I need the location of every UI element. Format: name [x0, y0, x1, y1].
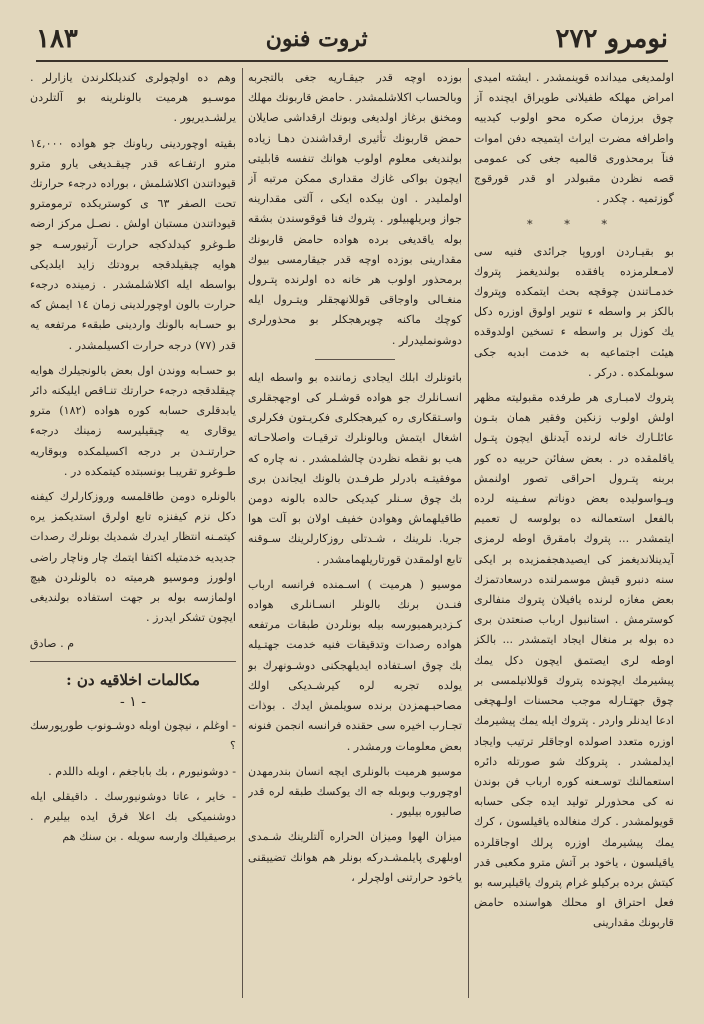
paragraph: موسيو ( هرميت ) اسـمنده فرانسه ارباب فنـدن برنك بالونلر انسـانلرى هواده كـزديرهميورسه بيله بونلردن طبقات مرتفعه هواده رصدات وتدقيقات فنيه خدمت جهتـيله بك چوق اسـتفاده ايديلهجكنى دوشـونهرك بو يولده تجربه لره كيرشـديكى اولك مصاحبـهمزدن برنده سويلمش ايدك . بوذات تجـارب اخيره سى حقنده فرانسه انجمن فنونه بعض معلومات ورمشدر .: [248, 577, 462, 753]
section-divider: [30, 661, 236, 662]
paragraph: ميزان الهوا وميزان الحراره آلتلرينك شـمدى اوبلهرى پايلمشـدركه بونلر هم هوانك تضييقنى ياخود حرارتنى اولچرلر ،: [248, 830, 462, 884]
column-left: [30, 68, 236, 1000]
section-number: - ١ -: [120, 693, 146, 710]
journal-title: ثروت فنون: [265, 26, 368, 52]
paragraph: بقيته اوچوردينى رباونك جو هواده ١٤,٠٠٠ مترو ارتفـاعه قدر چيقـديغى يارو مترو قيوداتندن اكلاشلمش ، بوراده درجهء حرارتك تحت الصفر ٦٣ ى كوستريكده ترمومترو قيوداتندن مستبان اولش . نصـل مركز ارضه طـوغرو كيدلدكجه حرارت آرتيورسـه جو هوايه چيقيلدقجه برودتك زايد ايلديكى بواسطه ايله اكلاشلمشدر . زمينده درجهء حرارت بالون اوچورلدينى زمان ١٤ ايمش كه بو حسـابه بالونك واردينى طبقهء مرتفعه يه قدر (٧٧) درجه حرارت اكسيلمشدر .: [30, 136, 236, 352]
divider: [315, 359, 395, 360]
paragraph: بو بقيـاردن اوروپا جرائدى فنيه سى لامـعلرمزده يافقده بولنديغمز پتروك خدمـاتندن چوقچه بحث ايتمكده وپتروك بالكز بر واسطه ء تنوير اولوق اوزره دكل يك كوزل بر واسطه ء تسخين اولدوقده هيئت اجتماعيه به خدمت ابديه جكى سوبلمكده . دركر .: [474, 244, 674, 379]
column-middle: [248, 68, 462, 1000]
column-divider-left: [242, 68, 243, 998]
author-signature: م . صادق: [30, 637, 75, 651]
page-number: ١٨٣: [36, 24, 78, 54]
dialogue-line: - خاير ، عاتا دوشونيورسك . داقيقلى ايله دوشنميكى بك اعلا فرق ايده بيليرم . برصيقيلك وارسه سويله . بن سنك هم: [30, 789, 236, 844]
paragraph: بالونلره دومن طاقلمسه وروزكارلرك كيفنه دكل نزم كيفنزه تابع اولرق استديكمز يره كيتمـنه انتظار ايدرك شمديك بونلرك رصدات جديديه خدمتيله اكتفا ايتمك چار وناچار راضى اولورز وموسيو هرميته ده بالونلردن هيچ اولمازسه بوله بر جهت استفاده بولنديغى ايچون تشكر ايدرز .: [30, 490, 236, 625]
section-title: مكالمات اخلاقيه دن :: [66, 670, 200, 689]
paragraph: بوزده اوچه قدر جيقـاريه جغى بالتجربه وبالحساب اكلاشلمشدر . حامض قاربونك مهلك ومخنق برغاز اولديغى وبونك ارقداشى صايلان حمض قاربونك تأثيرى ارقداشندن دهـا زياده بولنديغى معلوم اولوب هوانك تنفسه قابليتى ايچون بواكى غازك مقدارى ممكن مرتبه آز اولمليدر . اون بيكده ايكى ، آلتى مقدارينه جواز وبريلهبيلور . پتروك فنا قوقوسندن بشقه بوله ياقديغى برده هواده حامض قاربونك مقدارينى بوزده اوچه قدر جيقارمسى بيوك برمحذور اولوب هر خانه ده اولرنده پتـرول منغـالى واوجاقى قوللانهجقلر ويتـرول ايله كوچك ماكنه چويرهجكلر بو محذورلرى دوشونمليدرلر .: [248, 71, 462, 347]
paragraph: بو حسـابه ووندن اول بعض بالونجيلرك هوايه چيقلدقجه درجهء حرارتك تنـاقص ايليكنه دائر يابدقلرى حسابه كوره هواده (١٨٢) مترو يوقارى يه چيقيليرسه زمينك درجهء حرارتنـدن بر درجه اكسيلمكده وبوقاريه طـوغرو تقريبـا بونسبتده كيتمكده در .: [30, 363, 236, 478]
paragraph: وهم ده اولچولرى كنديلكلرندن يازارلر . موسـيو هرميت بالونلرينه بو آلتلردن يرلشـديريور .: [30, 71, 236, 125]
dialogue-line: - دوشونيورم ، بك باباجغم ، اوبله داللدم .: [48, 764, 236, 778]
page-header: [36, 18, 668, 62]
paragraph: پتروك لامبـارى هر طرفده مقبوليته مظهر اولش اولوب زنكين وفقير همان بتـون عائلـارك خانه لرنده آيدنلق ايچون پتـول ياقلمقده در . بعض سفائن حربيه ده كور بربنه پتـرول احراقى تصور اولنمش وپـواسوليده بعض دوناتم سفـينه لرده بالفعل استعمالنه ده بولوسه ل تعميم ايتمشدر ... پتروك بامقرق اوطه لرمزى آيدينلانديغمز كى ايصيدهجفمزيده بر ايكى سنه دنبرو قيش موسمرلنده درسعادتمزك بعض مغازه لرنده يافيلان پتروك منفالرى كوسترمش . استانبول ارباب صنعتدن برى ده بوله بر منغال ايجاد ايتمشدر ... بالكز اوطه لرى ايصتمق ايچون دكل يمك پيشيرمك ايچونده پتروك قوللانيلمسى بر چوق جهتـارله موجب محسنات اولـهچغى ادعا ايدنلر واردر . پتروك ايله يمك پيشيرمك اوزره متعدد اصولده اوجاقلر ترتيب وايجاد ايدلمشدر . پتروكك شو صورتله دائره استعمالنك توسـعنه كوره ارباب فن بوندن نه كى محذورلر توليد ايده جكى حسابه قويولمشدر . كرك منغالده ياقيلسون ، كرك يمك پيشيرمك اوزره پرلك اوجاقلرده ياقيلسون ، ياخود بر آتش مترو مكعبى قدر كيتش برده بركيلو غرام پتروك ياقيليرسه بو فعل احتراق او محلك هواسنده حامض قاربونك مقدارينى: [474, 391, 674, 930]
paragraph: موسيو هرميت بالونلرى ايچه انسان بندرمهدن اوچوروب وبوبله جه اك يوكسك طبقه لره قدر صاليوره بيليور .: [248, 764, 462, 819]
section-separator: * * *: [527, 218, 621, 232]
dialogue-line: - اوغلم ، نيچون اوبله دوشـونوب طورپورسك ؟: [30, 719, 236, 753]
paragraph: اولمديغى ميدانده قوينمشدر . ايشته اميدى امراض مهلكه طفيلانى طويراق ايچنده آز چوق برزمان صكره محو اولوب كيدييه واطرافه مضرت ايراث ايتميجه دفن اموات فنآ برمحذورى قالميه جغى كى عمومى قصه نظردن مقبولدر او قدر قورقوج گوزتميه . چكدر .: [474, 71, 674, 206]
column-right: [474, 68, 674, 1000]
issue-label: نومرو ٢٧٢: [555, 24, 668, 54]
paragraph: باتونلرك ابلك ايجادى زماننده بو واسطه ايله انسـانلرك جو هواده قوشـلر كى اوجهجقلرى واسـتقكارى ره كيرهجكلرى فكريـتون فكرلرى اشغال ايتمش وبالونلرك ترقيـات واصلاحـاته هب بو نقطه نظردن چالشلمشدر . نه چاره كه موفقيتـه بادرلر طرفـدن بالونك ايجاندن برى بك چوق سـنلر كيديكى حالده بالونه دومن طاقيلهماش وهوادن خفيف اولان بو آلت هوا جريا. نلرينك ، شـدتلى روزكارلرينك سـوقنه تابع اولمقدن قورتاريلهمامشدر .: [248, 370, 462, 566]
column-divider-right: [468, 68, 469, 998]
